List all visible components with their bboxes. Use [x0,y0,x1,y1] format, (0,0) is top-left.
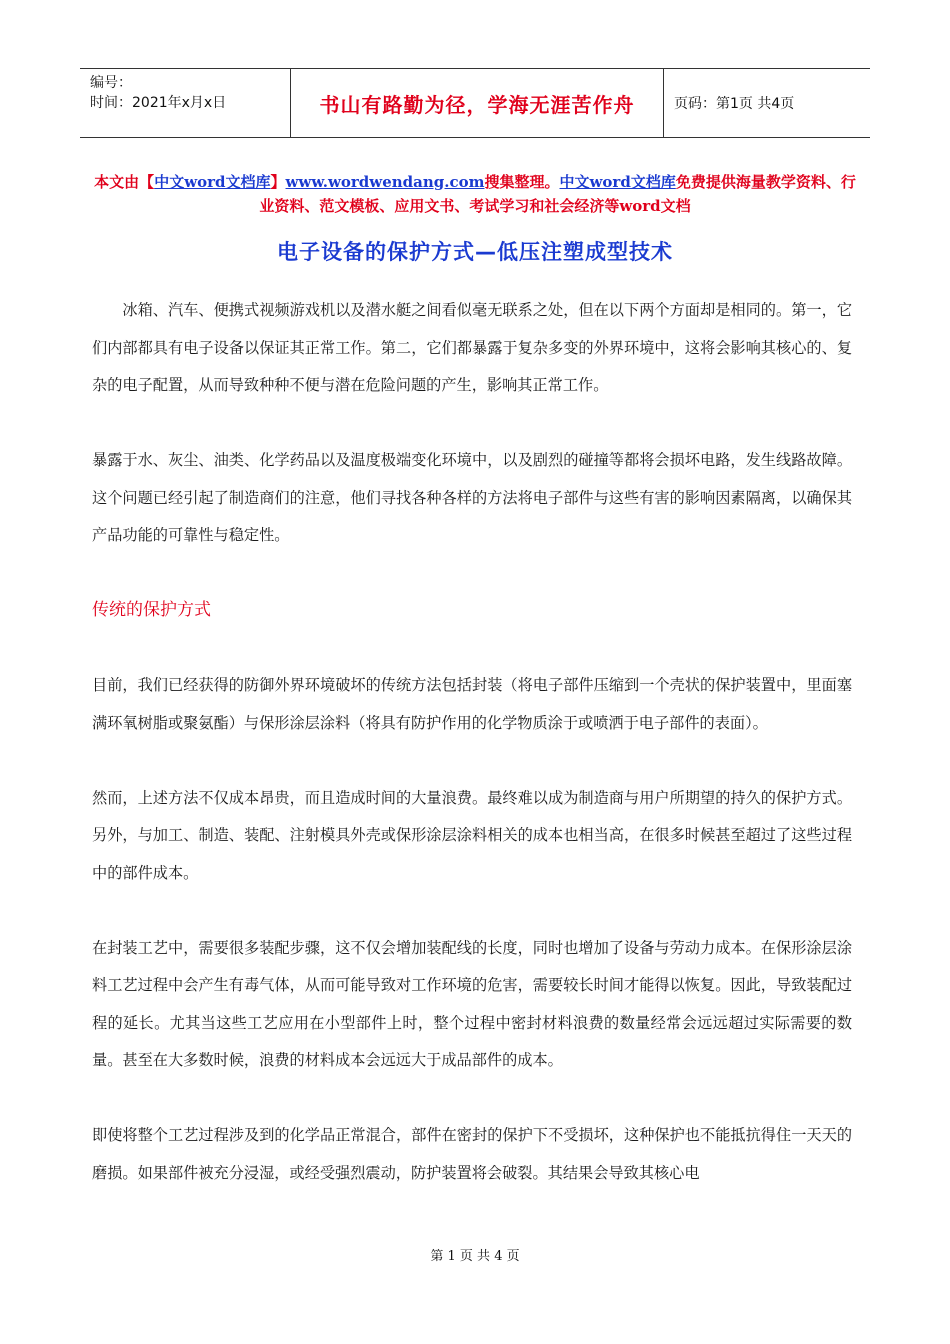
notice-text-4: 免费提供海量教学资料、行业资料、范文模板、应用文书、考试学习和社会经济等word文档 [259,173,856,215]
notice-text-1: 本文由【 [94,173,155,191]
notice-link-library-2[interactable]: 中文word文档库 [559,173,676,191]
paragraph-traditional-methods: 目前，我们已经获得的防御外界环境破坏的传统方法包括封装（将电子部件压缩到一个壳状的保护装置中，里面塞满环氧树脂或聚氨酯）与保形涂层涂料（将具有防护作用的化学物质涂于或喷洒于电子部件的表面）。 [92,676,852,732]
notice-link-library[interactable]: 中文word文档库 [154,173,271,191]
paragraph-exposure: 暴露于水、灰尘、油类、化学药品以及温度极端变化环境中，以及剧烈的碰撞等都将会损坏电路，发生线路故障。这个问题已经引起了制造商们的注意，他们寻找各种各样的方法将电子部件与这些有害的影响因素隔离，以确保其产品功能的可靠性与稳定性。 [92,451,852,544]
section-heading: 传统的保护方式 [92,600,211,620]
paragraph-wear: 即使将整个工艺过程涉及到的化学品正常混合，部件在密封的保护下不受损坏，这种保护也不能抵抗得住一天天的磨损。如果部件被充分浸湿，或经受强烈震动，防护装置将会破裂。其结果会导致其核心电 [92,1126,852,1182]
paragraph-cost: 然而，上述方法不仅成本昂贵，而且造成时间的大量浪费。最终难以成为制造商与用户所期望的持久的保护方式。另外，与加工、制造、装配、注射模具外壳或保形涂层涂料相关的成本也相当高，在很多时候甚至超过了这些过程中的部件成本。 [92,788,852,882]
document-title: 电子设备的保护方式—低压注塑成型技术 [277,240,673,264]
header-motto: 书山有路勤为径，学海无涯苦作舟 [290,69,664,137]
notice-text-2: 】 [270,173,286,191]
source-notice [92,170,858,218]
header-left-cell [80,69,290,137]
notice-text-3: 搜集整理。 [484,173,560,191]
paragraph-encapsulation: 在封装工艺中，需要很多装配步骤，这不仅会增加装配线的长度，同时也增加了设备与劳动力成本。在保形涂层涂料工艺过程中会产生有毒气体，从而可能导致对工作环境的危害，需要较长时间才能得以恢复。因此，导致装配过程的延长。尤其当这些工艺应用在小型部件上时，整个过程中密封材料浪费的数量经常会远远超过实际需要的数量。甚至在大多数时候，浪费的材料成本会远远大于成品部件的成本。 [92,938,852,1069]
serial-number-label: 编号： [90,75,132,91]
date-label: 时间：2021年x月x日 [90,95,227,111]
header-page-info: 页码：第1页 共4页 [674,96,795,112]
page-footer: 第 1 页 共 4 页 [430,1249,520,1264]
document-body [92,292,852,1230]
document-header-table [80,68,870,138]
notice-link-website[interactable]: www.wordwendang.com [285,173,485,191]
paragraph-intro: 冰箱、汽车、便携式视频游戏机以及潜水艇之间看似毫无联系之处，但在以下两个方面却是相同的。第一，它们内部都具有电子设备以保证其正常工作。第二，它们都暴露于复杂多变的外界环境中，这将会影响其核心的、复杂的电子配置，从而导致种种不便与潜在危险问题的产生，影响其正常工作。 [92,301,852,394]
